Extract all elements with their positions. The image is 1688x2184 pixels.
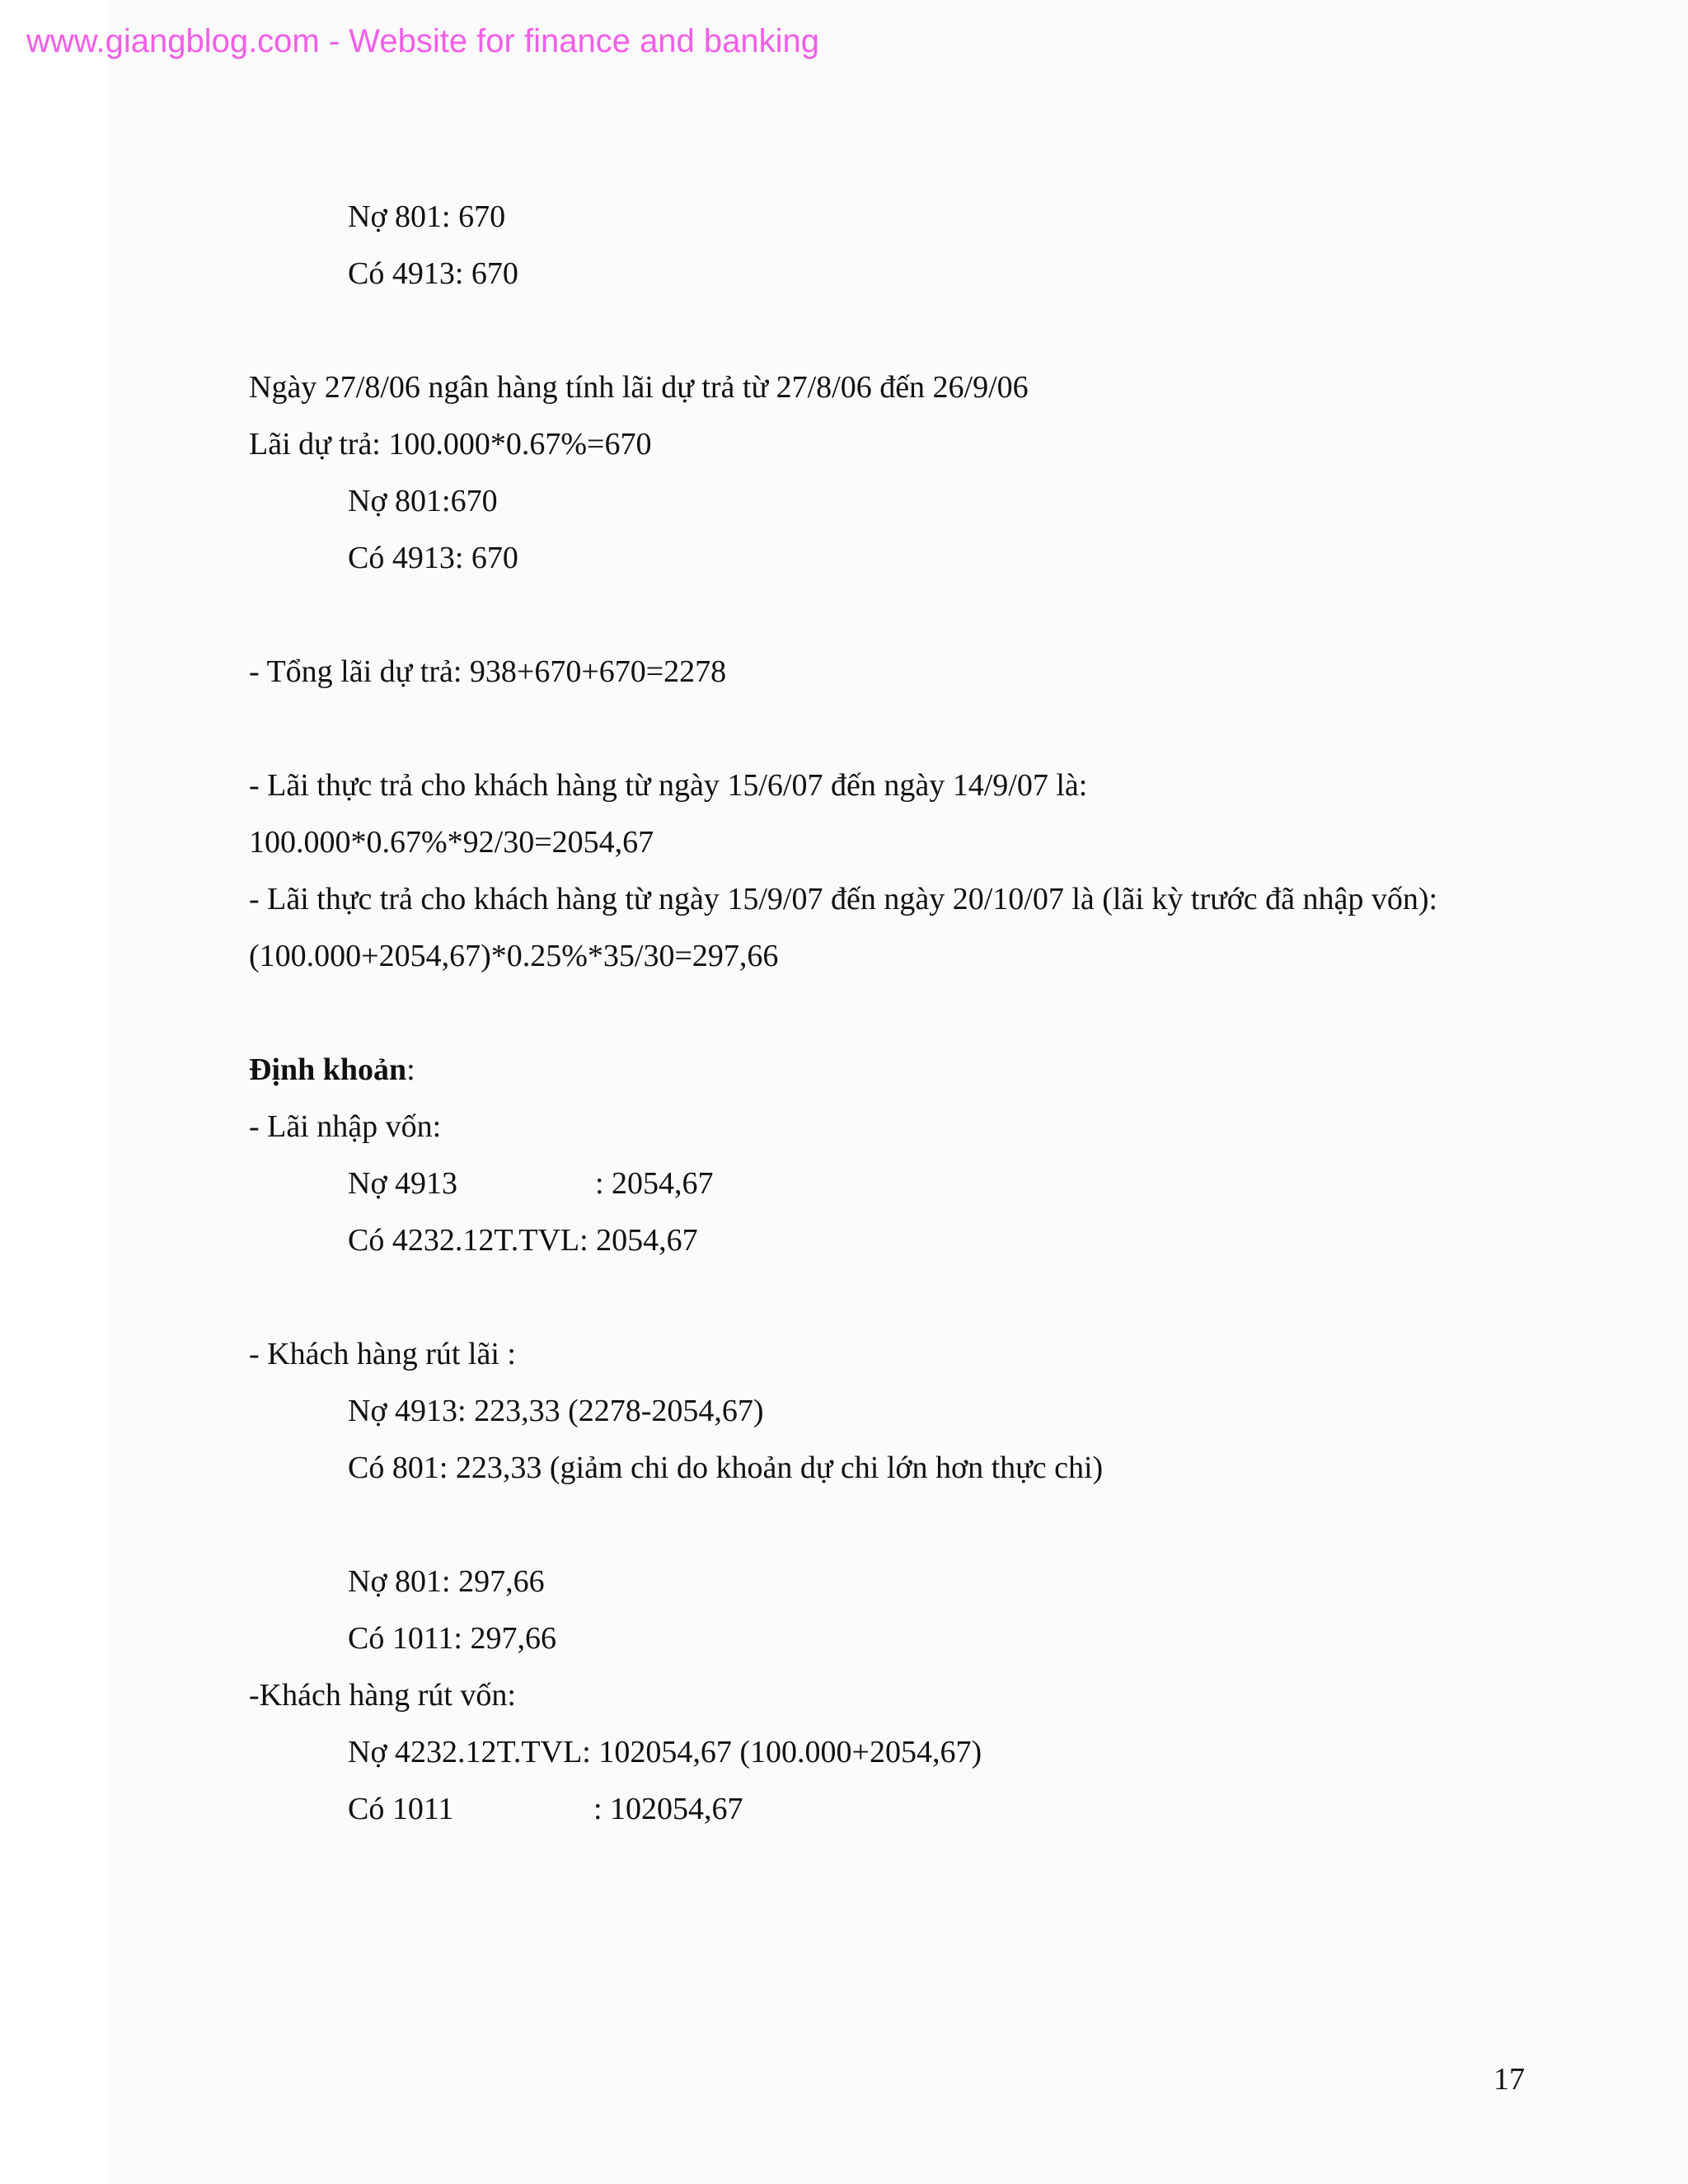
- entry-amount: : 2054,67: [595, 1166, 714, 1201]
- journal-entry-heading-colon: :: [406, 1052, 415, 1087]
- entry-credit-1011: [348, 1792, 743, 1826]
- entry-credit-801: Có 801: 223,33 (giảm chi do khoản dự chi lớn hơn thực chi): [348, 1451, 1104, 1485]
- entry-debit-4913: [348, 1166, 714, 1201]
- entry-account-label: Nợ 4913: [348, 1166, 458, 1201]
- actual-interest-2-calc: (100.000+2054,67)*0.25%*35/30=297,66: [249, 939, 779, 973]
- entry-credit-4913: Có 4913: 670: [348, 256, 518, 291]
- interest-date-text: Ngày 27/8/06 ngân hàng tính lãi dự trả từ 27/8/06 đến 26/9/06: [249, 370, 1029, 405]
- entry-credit-4232: Có 4232.12T.TVL: 2054,67: [348, 1223, 698, 1258]
- entry-credit-1011: Có 1011: 297,66: [348, 1621, 556, 1656]
- page-background: [109, 0, 1688, 2184]
- entry-debit-4913: Nợ 4913: 223,33 (2278-2054,67): [348, 1394, 764, 1428]
- entry-debit-801: Nợ 801:670: [348, 484, 498, 518]
- actual-interest-2-text: - Lãi thực trả cho khách hàng từ ngày 15/9/07 đến ngày 20/10/07 là (lãi kỳ trước đã nhập vốn):: [249, 882, 1438, 916]
- entry-debit-801: Nợ 801: 297,66: [348, 1564, 545, 1599]
- entry-amount: : 102054,67: [593, 1792, 743, 1826]
- principal-withdrawal-heading: -Khách hàng rút vốn:: [249, 1678, 516, 1713]
- entry-debit-801: Nợ 801: 670: [348, 199, 506, 234]
- capitalized-interest-heading: - Lãi nhập vốn:: [249, 1109, 442, 1144]
- interest-withdrawal-heading: - Khách hàng rút lãi :: [249, 1337, 516, 1371]
- total-interest-text: - Tổng lãi dự trả: 938+670+670=2278: [249, 654, 727, 689]
- interest-accrued-text: Lãi dự trả: 100.000*0.67%=670: [249, 427, 652, 462]
- entry-debit-4232: Nợ 4232.12T.TVL: 102054,67 (100.000+2054,67): [348, 1735, 982, 1769]
- journal-entry-heading-label: Định khoản: [249, 1052, 407, 1087]
- journal-entry-heading: [249, 1054, 415, 1085]
- actual-interest-1-calc: 100.000*0.67%*92/30=2054,67: [249, 825, 654, 860]
- actual-interest-1-text: - Lãi thực trả cho khách hàng từ ngày 15/6/07 đến ngày 14/9/07 là:: [249, 768, 1088, 803]
- entry-credit-4913: Có 4913: 670: [348, 541, 518, 575]
- watermark-link[interactable]: www.giangblog.com - Website for finance and banking: [26, 23, 820, 59]
- page-number: 17: [1493, 2062, 1525, 2097]
- entry-account-label: Có 1011: [348, 1792, 454, 1826]
